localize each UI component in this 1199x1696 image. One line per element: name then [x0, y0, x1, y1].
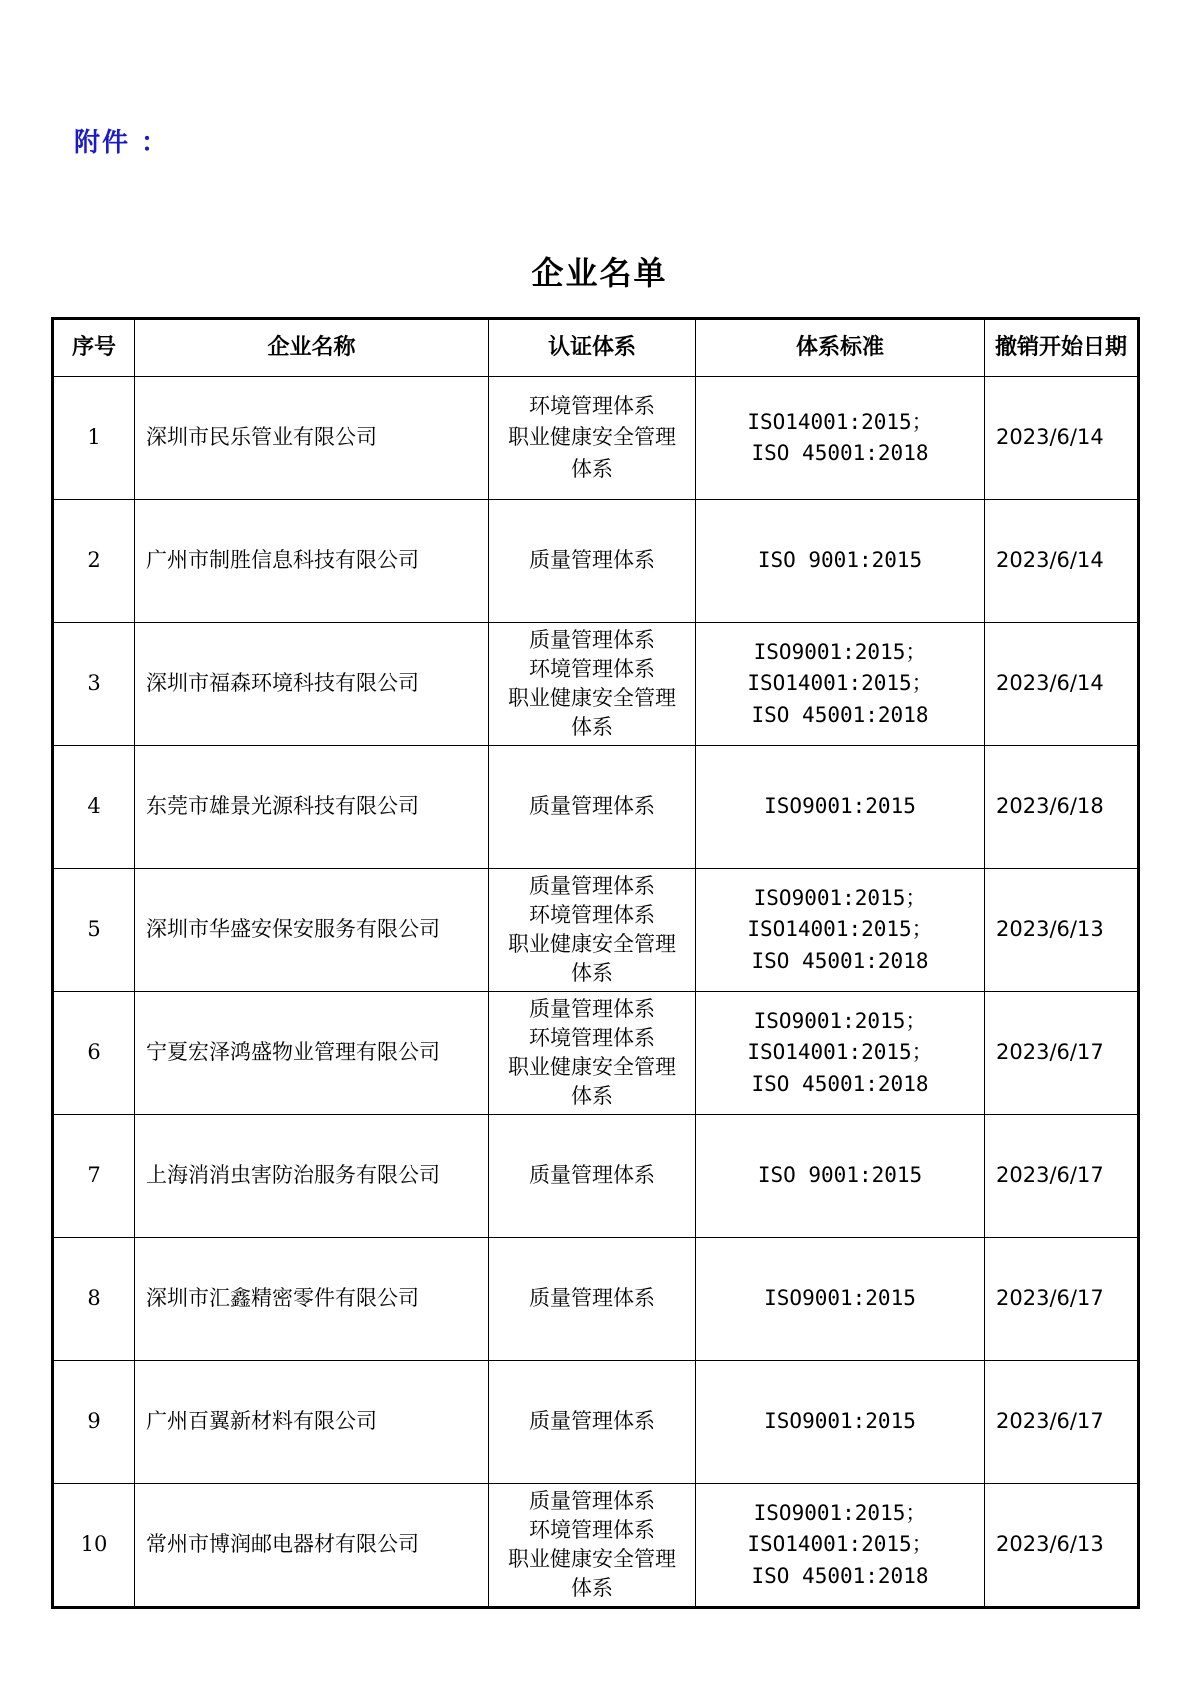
- system-line: 环境管理体系: [529, 393, 655, 418]
- row-number: 1: [53, 377, 135, 500]
- standard-line: ISO 45001:2018: [751, 702, 929, 727]
- header-standard: 体系标准: [696, 319, 985, 377]
- certification-system: [489, 1484, 696, 1608]
- table-row: [53, 500, 1139, 623]
- standard-line: ISO9001:2015；: [753, 639, 927, 664]
- system-line: 质量管理体系: [529, 794, 655, 819]
- certification-system: [489, 377, 696, 500]
- system-line: 质量管理体系: [529, 1286, 655, 1311]
- system-line: 质量管理体系: [529, 1409, 655, 1434]
- system-line: 环境管理体系: [529, 903, 655, 927]
- system-line: 职业健康安全管理: [508, 1055, 676, 1079]
- table-row: [53, 1115, 1139, 1238]
- revocation-date: 2023/6/13: [985, 1484, 1139, 1608]
- certification-system: [489, 1238, 696, 1361]
- revocation-date: 2023/6/17: [985, 1361, 1139, 1484]
- certification-system: [489, 500, 696, 623]
- standard-line: ISO 9001:2015: [757, 1163, 923, 1188]
- system-line: 环境管理体系: [529, 657, 655, 681]
- revocation-date: 2023/6/13: [985, 869, 1139, 992]
- company-name: 广州市制胜信息科技有限公司: [135, 500, 489, 623]
- company-name: 上海消消虫害防治服务有限公司: [135, 1115, 489, 1238]
- certification-system: [489, 746, 696, 869]
- table-row: [53, 623, 1139, 746]
- table-row: [53, 377, 1139, 500]
- certification-system: [489, 1361, 696, 1484]
- certification-system: [489, 1115, 696, 1238]
- certification-system: [489, 869, 696, 992]
- standard-line: ISO14001:2015；: [747, 671, 933, 696]
- system-line: 体系: [571, 1084, 613, 1108]
- table-row: [53, 869, 1139, 992]
- standard-line: ISO 45001:2018: [751, 441, 929, 465]
- table-row: [53, 1238, 1139, 1361]
- revocation-date: 2023/6/14: [985, 500, 1139, 623]
- table-row: [53, 1484, 1139, 1608]
- system-line: 质量管理体系: [529, 1489, 655, 1513]
- company-name: 深圳市汇鑫精密零件有限公司: [135, 1238, 489, 1361]
- system-line: 质量管理体系: [529, 548, 655, 573]
- company-name: 宁夏宏泽鸿盛物业管理有限公司: [135, 992, 489, 1115]
- row-number: 10: [53, 1484, 135, 1608]
- header-no: 序号: [53, 319, 135, 377]
- standard-line: ISO14001:2015；: [747, 917, 933, 942]
- revocation-date: 2023/6/14: [985, 623, 1139, 746]
- company-name: 常州市博润邮电器材有限公司: [135, 1484, 489, 1608]
- revocation-date: 2023/6/17: [985, 1238, 1139, 1361]
- row-number: 7: [53, 1115, 135, 1238]
- standard-line: ISO14001:2015；: [747, 409, 933, 434]
- company-name: 深圳市华盛安保安服务有限公司: [135, 869, 489, 992]
- row-number: 8: [53, 1238, 135, 1361]
- company-name: 深圳市福森环境科技有限公司: [135, 623, 489, 746]
- system-line: 质量管理体系: [529, 1163, 655, 1188]
- system-standard: [696, 1484, 985, 1608]
- certification-system: [489, 992, 696, 1115]
- table-header-row: [53, 319, 1139, 377]
- page-title: 企业名单: [531, 254, 668, 292]
- standard-line: ISO 45001:2018: [751, 1071, 929, 1096]
- system-line: 质量管理体系: [529, 874, 655, 898]
- system-standard: [696, 1115, 985, 1238]
- attachment-label: 附件 ：: [74, 128, 170, 158]
- standard-line: ISO14001:2015；: [747, 1532, 933, 1557]
- system-line: 质量管理体系: [529, 997, 655, 1021]
- table-row: [53, 992, 1139, 1115]
- system-line: 体系: [571, 715, 613, 739]
- company-table: [51, 317, 1140, 1609]
- system-line: 环境管理体系: [529, 1518, 655, 1542]
- system-standard: [696, 746, 985, 869]
- revocation-date: 2023/6/17: [985, 992, 1139, 1115]
- system-standard: [696, 1361, 985, 1484]
- standard-line: ISO14001:2015；: [747, 1040, 933, 1065]
- row-number: 5: [53, 869, 135, 992]
- certification-system: [489, 623, 696, 746]
- row-number: 6: [53, 992, 135, 1115]
- header-date: 撤销开始日期: [985, 319, 1139, 377]
- row-number: 9: [53, 1361, 135, 1484]
- row-number: 2: [53, 500, 135, 623]
- revocation-date: 2023/6/17: [985, 1115, 1139, 1238]
- company-name: 深圳市民乐管业有限公司: [135, 377, 489, 500]
- system-line: 环境管理体系: [529, 1026, 655, 1050]
- header-system: 认证体系: [489, 319, 696, 377]
- system-line: 体系: [571, 1576, 613, 1600]
- table-row: [53, 1361, 1139, 1484]
- system-line: 体系: [571, 961, 613, 985]
- table-row: [53, 746, 1139, 869]
- row-number: 3: [53, 623, 135, 746]
- system-line: 质量管理体系: [529, 628, 655, 652]
- standard-line: ISO9001:2015；: [753, 1008, 927, 1033]
- system-standard: [696, 869, 985, 992]
- system-line: 职业健康安全管理: [508, 1547, 676, 1571]
- system-standard: [696, 377, 985, 500]
- standard-line: ISO 45001:2018: [751, 1563, 929, 1588]
- system-line: 职业健康安全管理: [508, 932, 676, 956]
- row-number: 4: [53, 746, 135, 869]
- system-standard: [696, 623, 985, 746]
- standard-line: ISO 45001:2018: [751, 948, 929, 973]
- standard-line: ISO9001:2015；: [753, 1500, 927, 1525]
- system-line: 职业健康安全管理: [508, 686, 676, 710]
- header-company: 企业名称: [135, 319, 489, 377]
- standard-line: ISO9001:2015: [764, 1286, 916, 1311]
- system-line: 体系: [571, 456, 613, 481]
- company-name: 东莞市雄景光源科技有限公司: [135, 746, 489, 869]
- standard-line: ISO 9001:2015: [757, 548, 923, 573]
- revocation-date: 2023/6/18: [985, 746, 1139, 869]
- revocation-date: 2023/6/14: [985, 377, 1139, 500]
- standard-line: ISO9001:2015；: [753, 885, 927, 910]
- system-standard: [696, 1238, 985, 1361]
- system-standard: [696, 500, 985, 623]
- table-body: [53, 377, 1139, 1608]
- company-name: 广州百翼新材料有限公司: [135, 1361, 489, 1484]
- system-line: 职业健康安全管理: [508, 425, 676, 450]
- standard-line: ISO9001:2015: [764, 1409, 916, 1434]
- standard-line: ISO9001:2015: [764, 794, 916, 819]
- system-standard: [696, 992, 985, 1115]
